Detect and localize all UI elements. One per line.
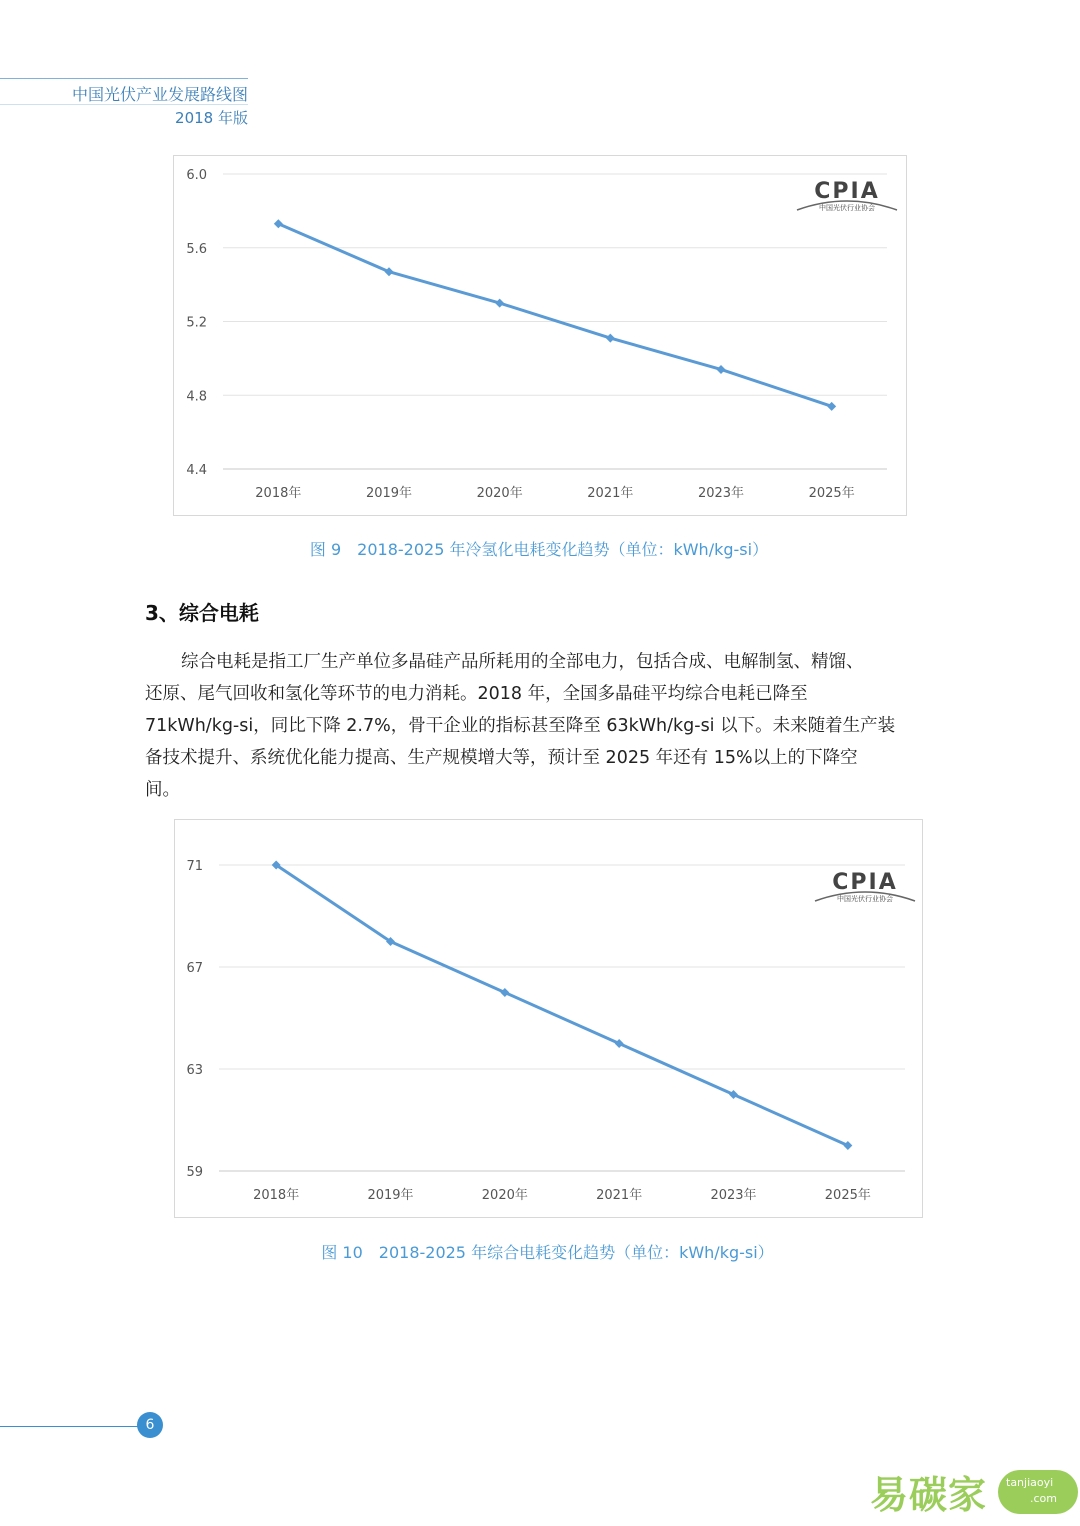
x-tick-label: 2018年 (253, 1188, 300, 1203)
running-header (0, 74, 250, 134)
x-tick-label: 2023年 (710, 1188, 757, 1203)
section-paragraph (145, 646, 935, 806)
series-line (276, 865, 848, 1146)
data-point (606, 334, 615, 343)
data-point (385, 267, 394, 276)
x-tick-label: 2020年 (481, 1188, 528, 1203)
chart-figure-10 (174, 819, 923, 1218)
x-tick-label: 2025年 (808, 486, 855, 501)
x-tick-label: 2021年 (587, 486, 634, 501)
figure-10-caption: 图 10 2018-2025 年综合电耗变化趋势（单位：kWh/kg-si） (321, 1243, 774, 1262)
y-tick-label: 4.4 (186, 463, 207, 478)
cpia-logo-subtext: 中国光伏行业协会 (837, 895, 893, 903)
y-tick-label: 5.2 (186, 315, 207, 331)
series-line (278, 224, 831, 407)
watermark-badge (998, 1470, 1078, 1514)
x-tick-label: 2023年 (697, 486, 745, 501)
watermark-domain: tanjiaoyi (1006, 1476, 1054, 1489)
data-point (843, 1141, 852, 1150)
page-number: 6 (137, 1412, 163, 1438)
cpia-logo-text: CPIA (832, 870, 898, 895)
data-point (827, 402, 836, 411)
data-point (615, 1039, 624, 1048)
footer-rule (0, 1426, 142, 1427)
watermark-logo (870, 1460, 1080, 1520)
paragraph-line-3: 71kWh/kg-si，同比下降 2.7%，骨干企业的指标甚至降至 63kWh/kg-si 以下。未来随着生产装 (145, 716, 896, 736)
data-point (495, 299, 504, 308)
watermark-domain-suffix: .com (1030, 1492, 1057, 1505)
paragraph-line-2: 还原、尾气回收和氢化等环节的电力消耗。2018 年，全国多晶硅平均综合电耗已降至 (145, 684, 808, 704)
header-top-rule (0, 78, 248, 79)
y-tick-label: 63 (186, 1063, 203, 1078)
chart-figure-9-svg (174, 156, 906, 515)
y-tick-label: 71 (186, 859, 203, 874)
watermark-text: 易碳家 (870, 1473, 988, 1517)
data-point (717, 365, 726, 374)
figure-9-caption: 图 9 2018-2025 年冷氢化电耗变化趋势（单位：kWh/kg-si） (309, 540, 769, 559)
cpia-logo-subtext: 中国光伏行业协会 (819, 204, 875, 212)
paragraph-line-4: 备技术提升、系统优化能力提高、生产规模增大等，预计至 2025 年还有 15%以上的下降空 (145, 748, 858, 768)
x-tick-label: 2019年 (367, 1188, 414, 1203)
section-heading: 3、综合电耗 (145, 601, 259, 625)
paragraph-line-5: 间。 (145, 780, 180, 800)
cpia-logo-text: CPIA (814, 179, 880, 204)
chart-figure-9 (173, 155, 907, 516)
x-tick-label: 2019年 (365, 486, 413, 501)
data-point (729, 1090, 738, 1099)
header-title: 中国光伏产业发展路线图 (71, 85, 248, 104)
data-point (500, 988, 509, 997)
data-point (274, 219, 283, 228)
x-tick-label: 2020年 (476, 486, 523, 501)
header-edition: 2018 年版 (175, 109, 248, 127)
x-tick-label: 2021年 (596, 1188, 643, 1203)
header-divider (0, 104, 248, 105)
x-tick-label: 2025年 (824, 1188, 871, 1203)
y-tick-label: 59 (186, 1165, 203, 1180)
y-tick-label: 4.8 (186, 389, 207, 405)
y-tick-label: 5.6 (186, 241, 207, 257)
x-tick-label: 2018年 (255, 486, 302, 501)
y-tick-label: 6.0 (186, 168, 207, 183)
chart-figure-10-svg (175, 820, 922, 1217)
paragraph-line-1: 综合电耗是指工厂生产单位多晶硅产品所耗用的全部电力，包括合成、电解制氢、精馏、 (181, 652, 864, 672)
y-tick-label: 67 (186, 961, 203, 976)
